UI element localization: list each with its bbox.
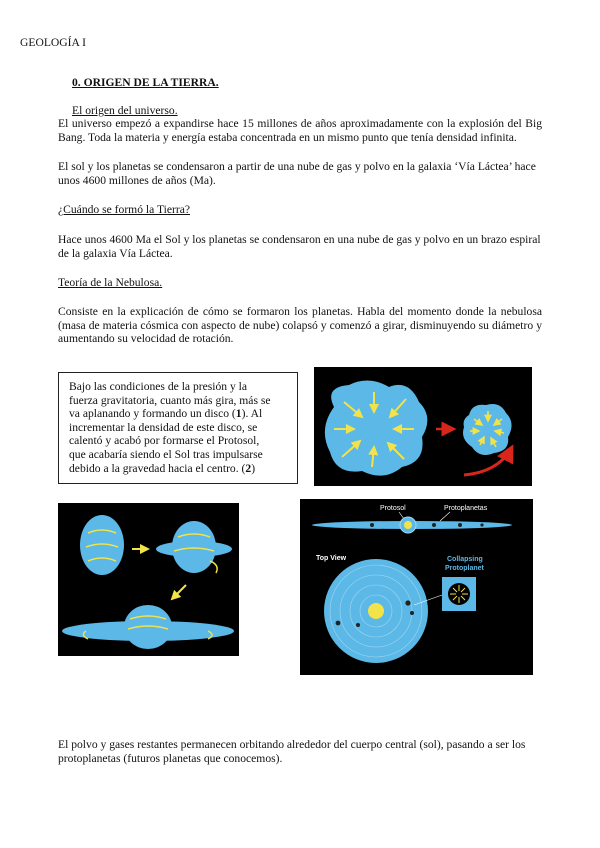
box-line: fuerza gravitatoria, cuanto más gira, más se bbox=[69, 393, 271, 407]
box-line: que acabaría siendo el Sol tras impulsarse bbox=[69, 447, 263, 461]
earth-formation-paragraph: Hace unos 4600 Ma el Sol y los planetas se condensaron en una nube de gas y polvo en un brazo espiral de la galaxia Vía Láctea. bbox=[58, 233, 541, 260]
protosol-label: Protosol bbox=[380, 505, 406, 512]
page-header: GEOLOGÍA I bbox=[20, 36, 87, 49]
earth-formation-heading: ¿Cuándo se formó la Tierra? bbox=[58, 203, 191, 216]
closing-paragraph: El polvo y gases restantes permanecen orbitando alrededor del cuerpo central (sol), pasando a ser los protoplanetas (futuros planetas que conocemos). bbox=[58, 738, 526, 765]
nebula-collapse-image bbox=[314, 367, 532, 486]
figure-marker-2: 2 bbox=[245, 461, 252, 475]
nebula-theory-heading: Teoría de la Nebulosa. bbox=[58, 276, 163, 289]
protosol-protoplanets-image bbox=[300, 499, 533, 675]
box-line: incrementar la densidad de este disco, se bbox=[69, 420, 258, 434]
top-view-label: Top View bbox=[316, 555, 347, 562]
universe-paragraph-1: El universo empezó a expandirse hace 15 millones de años aproximadamente con la explosión del Big Bang. Toda la materia y energía estaba concentrada en un mismo punto que tenía densidad infinita. bbox=[58, 117, 542, 144]
universe-heading: El origen del universo. bbox=[72, 104, 178, 117]
collapsing-label-line1: Collapsing bbox=[447, 556, 483, 563]
universe-paragraph-2: El sol y los planetas se condensaron a partir de una nube de gas y polvo en la galaxia ‘Vía Láctea’ hace unos 4600 millones de años (Ma). bbox=[58, 160, 536, 187]
spinning-cloud bbox=[80, 515, 124, 575]
protoplanetas-label: Protoplanetas bbox=[444, 505, 488, 512]
figure-marker-1: 1 bbox=[235, 407, 242, 421]
section-title: 0. ORIGEN DE LA TIERRA. bbox=[72, 76, 219, 89]
box-line: debido a la gravedad hacia el centro. (2) bbox=[69, 461, 256, 475]
box-line: calentó y acabó por formarse el Protosol, bbox=[69, 434, 260, 448]
disc-formation-image bbox=[58, 503, 239, 656]
nebula-explanation-box bbox=[58, 372, 298, 484]
box-line: Bajo las condiciones de la presión y la bbox=[69, 380, 248, 393]
box-line: va aplanando y formando un disco (1). Al bbox=[69, 407, 263, 421]
collapsing-label-line2: Protoplanet bbox=[445, 565, 484, 572]
nebula-theory-paragraph: Consiste en la explicación de cómo se formaron los planetas. Habla del momento donde la nebulosa (masa de materia cósmica con aspecto de nube) colapsó y comenzó a girar, disminuyendo su diámetro y aumentando su velocidad de rotación. bbox=[58, 305, 542, 346]
